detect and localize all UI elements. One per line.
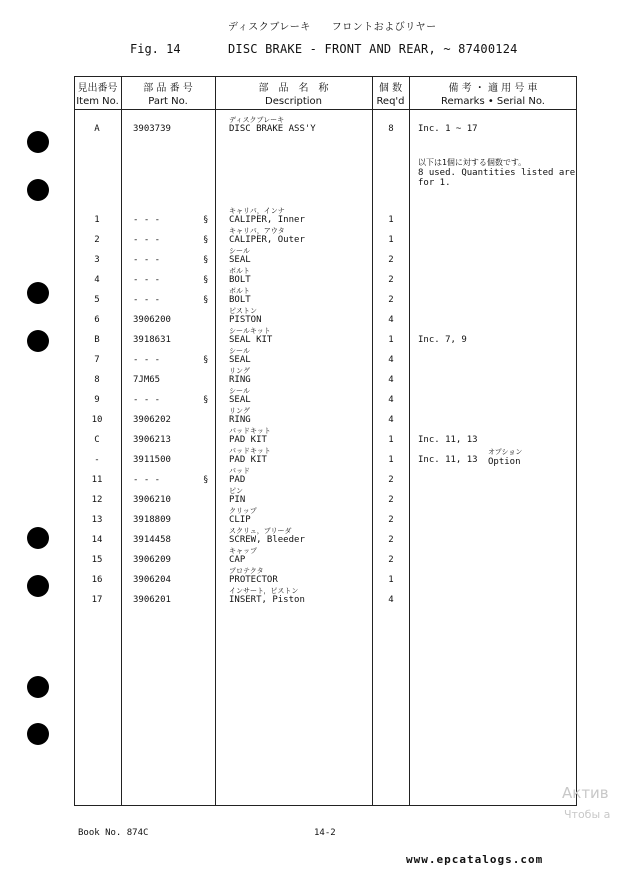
section-mark: §	[203, 215, 209, 225]
part-number: 3906201	[133, 595, 171, 605]
option-label: Option	[488, 457, 521, 467]
description: SEAL	[229, 255, 251, 265]
part-number: 3906209	[133, 555, 171, 565]
page-number: 14-2	[314, 828, 336, 838]
table-row	[0, 446, 622, 466]
description-japanese: キャリパ，アウタ	[229, 227, 285, 235]
table-row	[0, 115, 622, 135]
part-number: - - -	[133, 395, 161, 405]
description: SEAL KIT	[229, 335, 273, 345]
part-number: 3903739	[133, 124, 171, 134]
part-number: - - -	[133, 275, 161, 285]
description-japanese: パッドキット	[229, 427, 271, 435]
column-header-remarks	[409, 82, 577, 108]
part-number: - - -	[133, 475, 161, 485]
table-row	[0, 346, 622, 366]
table-row	[0, 466, 622, 486]
quantity-required: 4	[388, 395, 394, 405]
part-number: 3906213	[133, 435, 171, 445]
quantity-note-ja: 以下は1個に対する個数です。	[418, 158, 527, 167]
item-number: A	[94, 124, 100, 134]
part-number: 3914458	[133, 535, 171, 545]
description-japanese: ピストン	[229, 307, 257, 315]
item-number: -	[94, 455, 100, 465]
quantity-required: 2	[388, 515, 394, 525]
description-japanese: キャップ	[229, 547, 257, 555]
quantity-required: 8	[388, 124, 394, 134]
column-header-description-ja: 部 品 名 称	[258, 83, 329, 94]
quantity-required: 1	[388, 215, 394, 225]
description: BOLT	[229, 295, 251, 305]
quantity-note-line2: for 1.	[418, 178, 451, 188]
quantity-required: 4	[388, 595, 394, 605]
description-japanese: パッド	[229, 467, 250, 475]
quantity-required: 2	[388, 555, 394, 565]
quantity-required: 1	[388, 335, 394, 345]
description: BOLT	[229, 275, 251, 285]
quantity-required: 2	[388, 275, 394, 285]
item-number: 17	[91, 595, 103, 605]
description: PAD KIT	[229, 455, 267, 465]
column-header-remarks-ja: 備 考 ・ 適 用 号 車	[448, 83, 538, 94]
description: CAP	[229, 555, 246, 565]
description-japanese: シール	[229, 347, 250, 355]
book-number: Book No. 874C	[78, 828, 149, 838]
remarks: Inc. 11, 13	[418, 435, 478, 445]
part-number: 3906200	[133, 315, 171, 325]
description: INSERT, Piston	[229, 595, 305, 605]
quantity-required: 1	[388, 575, 394, 585]
punch-hole	[27, 723, 49, 745]
item-number: 15	[91, 555, 103, 565]
part-number: 7JM65	[133, 375, 161, 385]
section-mark: §	[203, 295, 209, 305]
quantity-required: 1	[388, 235, 394, 245]
item-number: B	[94, 335, 100, 345]
quantity-required: 2	[388, 475, 394, 485]
column-header-part-en: Part No.	[148, 96, 188, 107]
item-number: 2	[94, 235, 100, 245]
column-header-reqd-en: Req'd	[376, 96, 405, 107]
section-mark: §	[203, 255, 209, 265]
table-row	[0, 546, 622, 566]
punch-hole	[27, 179, 49, 201]
remarks: Inc. 1 ~ 17	[418, 124, 478, 134]
description: PROTECTOR	[229, 575, 278, 585]
item-number: 8	[94, 375, 100, 385]
section-mark: §	[203, 395, 209, 405]
quantity-required: 4	[388, 375, 394, 385]
part-number: - - -	[133, 255, 161, 265]
description-japanese: パッドキット	[229, 447, 271, 455]
table-row	[0, 286, 622, 306]
item-number: 16	[91, 575, 103, 585]
item-number: 4	[94, 275, 100, 285]
column-header-item-en: Item No.	[76, 96, 119, 107]
item-number: C	[94, 435, 100, 445]
section-mark: §	[203, 355, 209, 365]
description-japanese: ボルト	[229, 267, 250, 275]
item-number: 3	[94, 255, 100, 265]
column-header-item-ja: 見出番号	[77, 83, 118, 94]
table-row	[0, 406, 622, 426]
activation-watermark-sub: Чтобы а	[564, 808, 611, 821]
item-number: 10	[91, 415, 103, 425]
column-header-part-ja: 部 品 番 号	[143, 83, 193, 94]
quantity-note	[418, 158, 575, 188]
table-row	[0, 386, 622, 406]
table-row	[0, 566, 622, 586]
table-row	[0, 506, 622, 526]
description-japanese: スクリュ，ブリーダ	[229, 527, 292, 535]
section-mark: §	[203, 475, 209, 485]
quantity-note-line1: 8 used. Quantities listed are	[418, 168, 576, 178]
part-number: 3906210	[133, 495, 171, 505]
table-row	[0, 526, 622, 546]
column-header-item	[74, 82, 121, 108]
description-japanese: プロテクタ	[229, 567, 264, 575]
item-number: 14	[91, 535, 103, 545]
description: RING	[229, 415, 251, 425]
column-header-remarks-en: Remarks • Serial No.	[441, 96, 545, 107]
description: SEAL	[229, 355, 251, 365]
remarks: Inc. 11, 13	[418, 455, 478, 465]
description-japanese: クリップ	[229, 507, 257, 515]
item-number: 12	[91, 495, 103, 505]
part-number: - - -	[133, 235, 161, 245]
part-number: - - -	[133, 295, 161, 305]
description-japanese: インサート，ピストン	[229, 587, 299, 595]
option-label-ja: オプション	[488, 448, 523, 456]
description: CALIPER, Outer	[229, 235, 305, 245]
table-row	[0, 366, 622, 386]
description-japanese: ピン	[229, 487, 243, 495]
quantity-required: 2	[388, 295, 394, 305]
description: DISC BRAKE ASS'Y	[229, 124, 316, 134]
description: SEAL	[229, 395, 251, 405]
description: CALIPER, Inner	[229, 215, 305, 225]
site-url[interactable]: www.epcatalogs.com	[406, 853, 544, 866]
description-japanese: シール	[229, 247, 250, 255]
description-japanese: ディスクブレーキ	[229, 116, 285, 124]
description-japanese: リング	[229, 367, 250, 375]
item-number: 13	[91, 515, 103, 525]
table-row	[0, 226, 622, 246]
description-japanese: リング	[229, 407, 250, 415]
table-row	[0, 586, 622, 606]
column-header-part	[121, 82, 215, 108]
description: CLIP	[229, 515, 251, 525]
quantity-required: 4	[388, 415, 394, 425]
part-number: 3911500	[133, 455, 171, 465]
section-mark: §	[203, 235, 209, 245]
item-number: 7	[94, 355, 100, 365]
column-header-description-en: Description	[265, 96, 322, 107]
quantity-required: 1	[388, 435, 394, 445]
description: RING	[229, 375, 251, 385]
header-divider	[74, 109, 577, 110]
quantity-required: 2	[388, 255, 394, 265]
description-japanese: ボルト	[229, 287, 250, 295]
quantity-required: 2	[388, 535, 394, 545]
part-number: - - -	[133, 355, 161, 365]
punch-hole	[27, 676, 49, 698]
column-header-description	[215, 82, 372, 108]
title-japanese: ディスクブレーキ フロントおよびリヤー	[228, 22, 437, 33]
item-number: 1	[94, 215, 100, 225]
table-row	[0, 206, 622, 226]
section-mark: §	[203, 275, 209, 285]
part-number: 3906204	[133, 575, 171, 585]
description-japanese: キャリパ，インナ	[229, 207, 285, 215]
activation-watermark: Актив	[562, 784, 609, 802]
column-header-reqd-ja: 個 数	[378, 83, 403, 94]
table-row	[0, 246, 622, 266]
item-number: 11	[91, 475, 103, 485]
page-title: DISC BRAKE - FRONT AND REAR, ~ 87400124	[228, 42, 518, 56]
quantity-required: 4	[388, 315, 394, 325]
description: PISTON	[229, 315, 262, 325]
part-number: 3918631	[133, 335, 171, 345]
item-number: 9	[94, 395, 100, 405]
figure-label: Fig. 14	[130, 42, 181, 56]
table-row	[0, 486, 622, 506]
description: PIN	[229, 495, 246, 505]
description: PAD KIT	[229, 435, 267, 445]
remarks: Inc. 7, 9	[418, 335, 467, 345]
quantity-required: 2	[388, 495, 394, 505]
item-number: 6	[94, 315, 100, 325]
column-header-reqd	[372, 82, 409, 108]
description-japanese: シールキット	[229, 327, 271, 335]
description: PAD	[229, 475, 246, 485]
part-number: - - -	[133, 215, 161, 225]
table-row	[0, 266, 622, 286]
description-japanese: シール	[229, 387, 250, 395]
quantity-required: 4	[388, 355, 394, 365]
part-number: 3906202	[133, 415, 171, 425]
item-number: 5	[94, 295, 100, 305]
quantity-required: 1	[388, 455, 394, 465]
table-row	[0, 306, 622, 326]
table-row	[0, 326, 622, 346]
part-number: 3918809	[133, 515, 171, 525]
table-row	[0, 426, 622, 446]
description: SCREW, Bleeder	[229, 535, 305, 545]
